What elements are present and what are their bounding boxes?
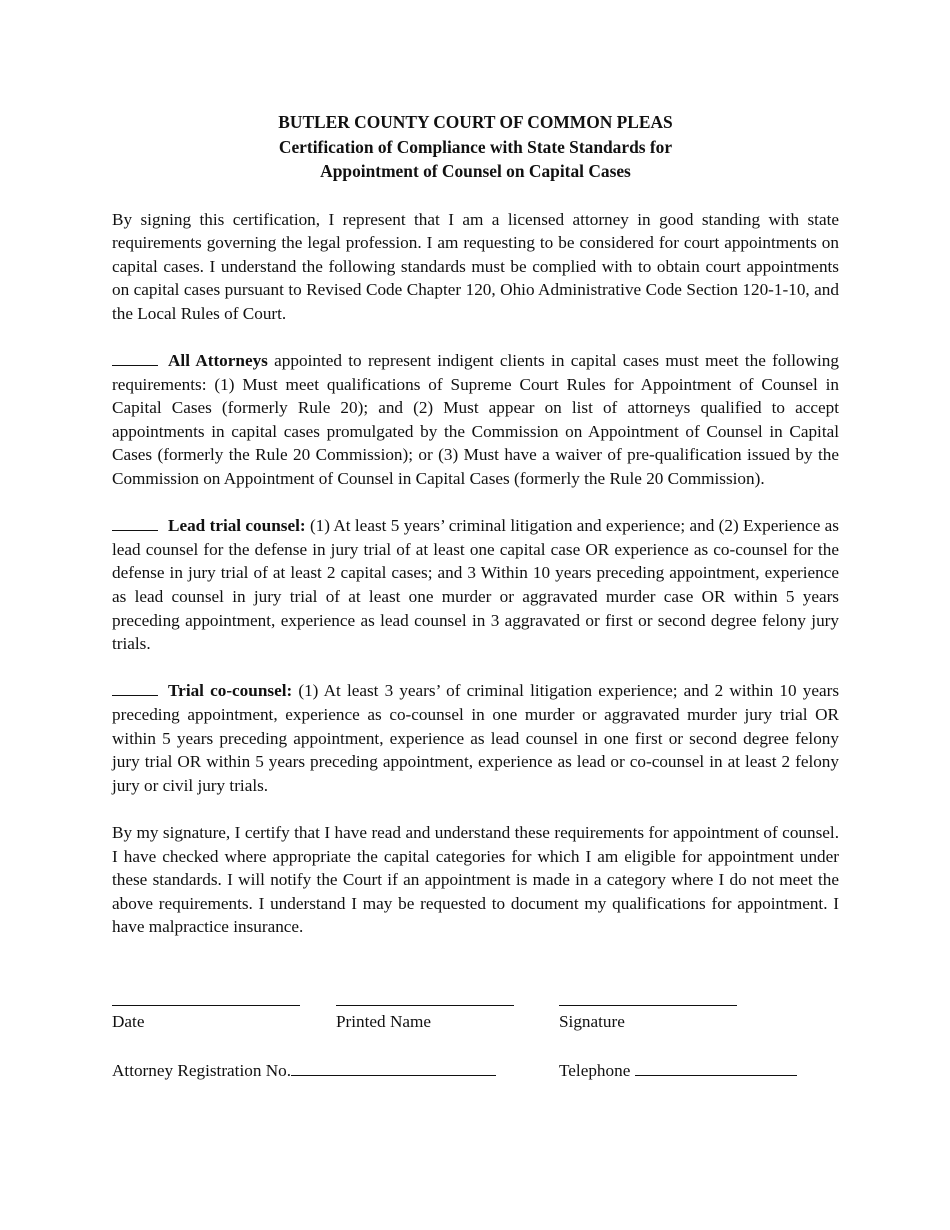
trial-co-section xyxy=(112,679,839,797)
lead-trial-text: (1) At least 5 years’ criminal litigation and experience; and (2) Experience as lead counsel for the defense in jury trial of at least one capital case OR experience as co-counsel for the defense in jury trial of at least 2 capital cases; and 3 Within 10 years preceding appointment, experience as lead counsel in jury trial of at least one murder or aggravated murder case OR within 5 years preceding appointment, experience as lead counsel in 3 aggravated or first or second degree felony jury trials. xyxy=(112,516,839,654)
trial-co-text: (1) At least 3 years’ of criminal litigation experience; and 2 within 10 years preceding appointment, experience as co-counsel in one murder or aggravated murder jury trial OR within 5 years preceding appointment, experience as lead counsel in one first or second degree felony jury trial OR within 5 years preceding appointment, experience as lead or co-counsel in at least 2 felony jury or civil jury trials. xyxy=(112,681,840,795)
printed-name-label: Printed Name xyxy=(336,1012,431,1031)
all-attorneys-heading: All Attorneys xyxy=(168,351,268,371)
court-name: BUTLER COUNTY COURT OF COMMON PLEAS xyxy=(278,112,673,132)
document-header xyxy=(112,110,839,184)
intro-paragraph: By signing this certification, I represent that I am a licensed attorney in good standing with state requirements governing the legal profession. I am requesting to be considered for court appointments on capital cases. I understand the following standards must be complied with to obtain court appointments on capital cases pursuant to Revised Code Chapter 120, Ohio Administrative Code Section 120-1-10, and the Local Rules of Court. xyxy=(112,209,839,323)
lead-trial-section xyxy=(112,514,839,656)
signature-field[interactable] xyxy=(559,1005,737,1006)
printed-name-field[interactable] xyxy=(336,1005,514,1006)
certification-paragraph: By my signature, I certify that I have read and understand these requirements for appointment of counsel. I have checked where appropriate the capital categories for which I am eligible for appointment under these standards. I will notify the Court if an appointment is made in a category where I do not meet the above requirements. I understand I may be requested to document my qualifications for appointment. I have malpractice insurance. xyxy=(112,822,839,937)
date-label: Date xyxy=(112,1012,145,1031)
form-title-line2: Appointment of Counsel on Capital Cases xyxy=(320,161,631,181)
lead-trial-checkbox-line[interactable] xyxy=(112,516,158,531)
trial-co-checkbox-line[interactable] xyxy=(112,681,158,696)
registration-field[interactable] xyxy=(291,1060,496,1076)
telephone-field[interactable] xyxy=(635,1060,797,1076)
date-field[interactable] xyxy=(112,1005,300,1006)
form-title-line1: Certification of Compliance with State Standards for xyxy=(278,136,673,157)
trial-co-heading: Trial co-counsel: xyxy=(168,681,293,701)
all-attorneys-section xyxy=(112,349,839,491)
registration-row xyxy=(112,1060,496,1081)
telephone-row xyxy=(559,1060,797,1081)
signature-label: Signature xyxy=(559,1012,625,1031)
document-body xyxy=(112,110,839,963)
all-attorneys-checkbox-line[interactable] xyxy=(112,351,158,366)
all-attorneys-text: appointed to represent indigent clients in capital cases must meet the following requirements: (1) Must meet qualifications of Supreme Court Rules for Appointment of Counsel in Capital Cases (formerly Rule 20); and (2) Must appear on list of attorneys qualified to accept appointments in capital cases promulgated by the Commission on Appointment of Counsel in Capital Cases (formerly the Rule 20 Commission); or (3) Must have a waiver of pre-qualification issued by the Commission on Appointment of Counsel in Capital Cases (formerly the Rule 20 Commission). xyxy=(112,351,839,489)
registration-label: Attorney Registration No. xyxy=(112,1061,292,1080)
telephone-label: Telephone xyxy=(559,1061,631,1080)
lead-trial-heading: Lead trial counsel: xyxy=(168,516,306,536)
